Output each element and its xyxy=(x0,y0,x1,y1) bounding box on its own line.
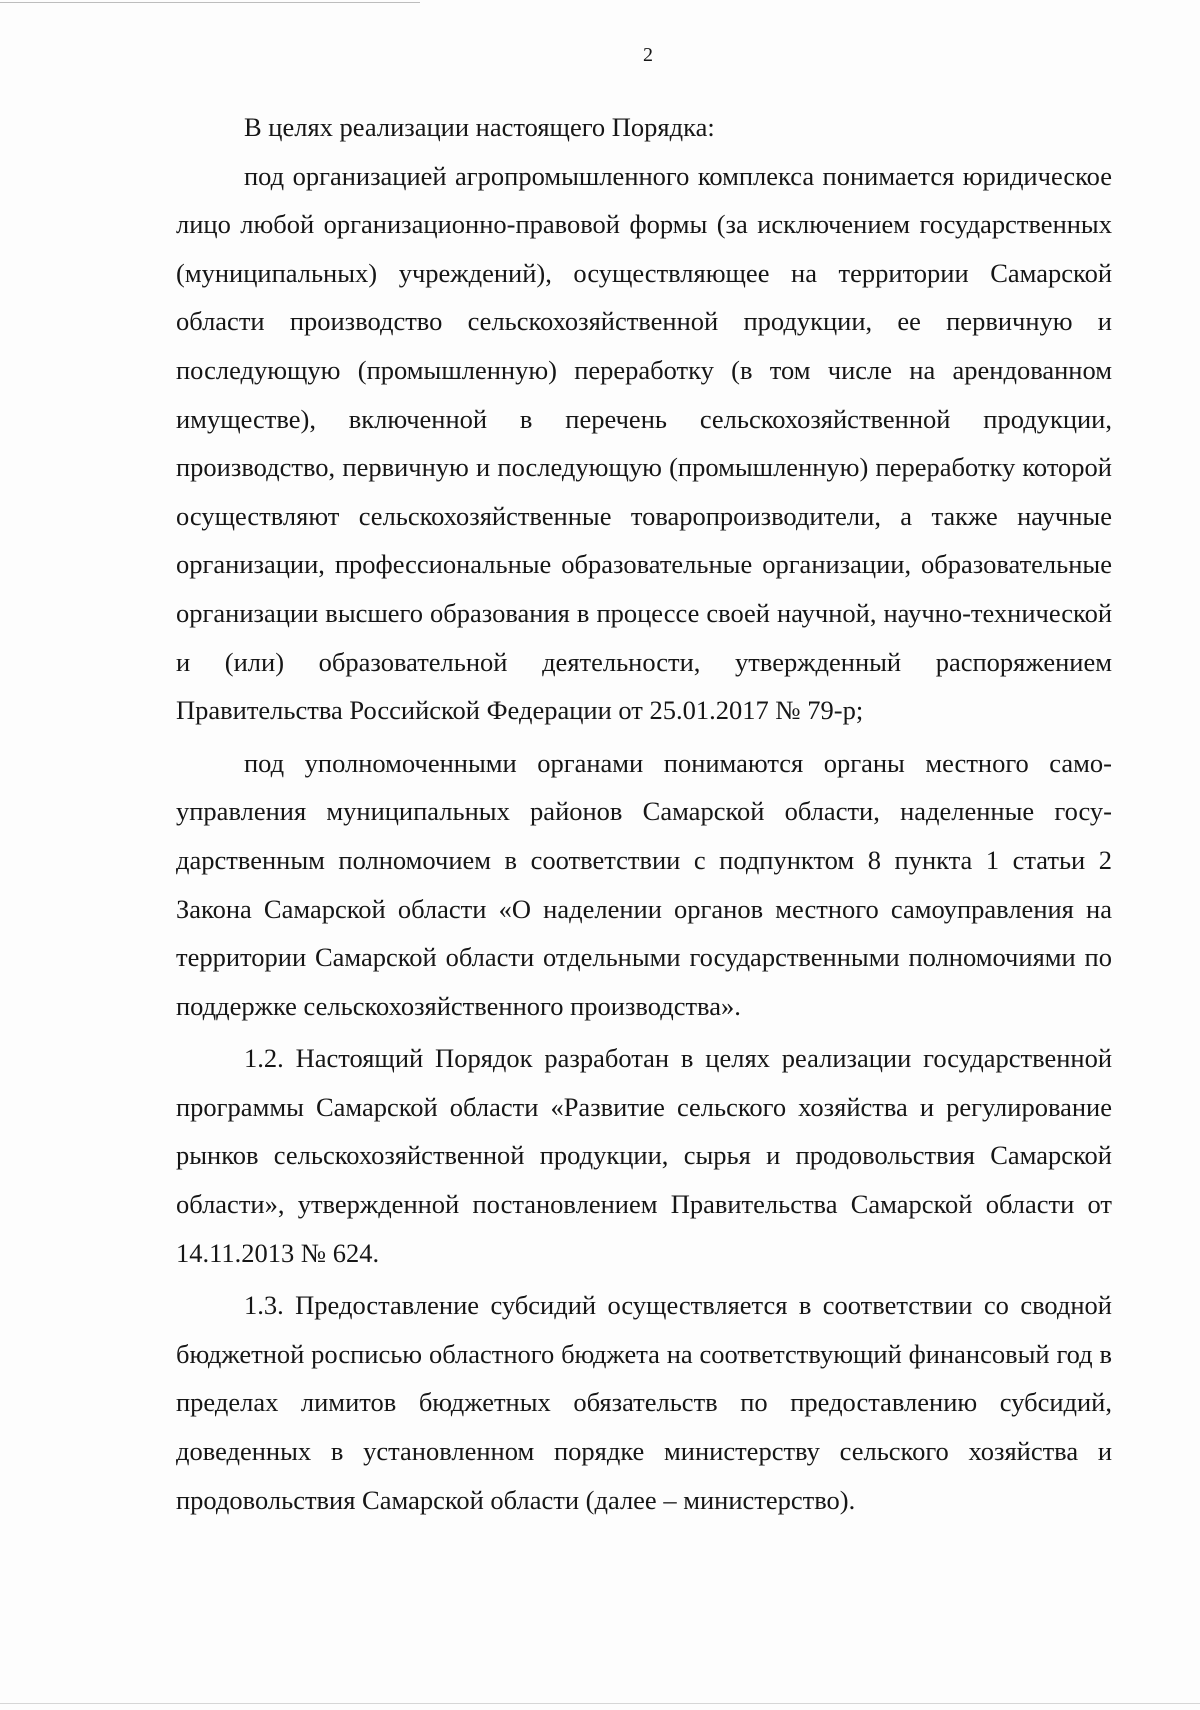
paragraph-1-3: 1.3. Предоставление субсидий осуществляется в соответствии со сводной бюджетной росписью областного бюджета на соответствующий финансовый год в пределах лимитов бюджетных обязательств по предоставлению субсидий, доведенных в установленном порядке министерству сельского хозяйства и продовольствия Самарской области (далее – министерство). xyxy=(176,1290,1112,1515)
paragraph-1-2: 1.2. Настоящий Порядок разработан в целях реализации государственной программы Самарской области «Развитие сельского хозяйства и регулирование рынков сельскохозяйственной продукции, сырья и продовольствия Самарской области», утвержденной постановлением Правительства Самарской области от 14.11.2013 № 624. xyxy=(176,1043,1112,1268)
document-body xyxy=(176,103,1112,1524)
scan-artifact-top xyxy=(0,2,420,3)
page-number: 2 xyxy=(643,44,653,66)
paragraph-intro: В целях реализации настоящего Порядка: xyxy=(244,112,715,142)
paragraph-authorized-bodies-definition: под уполномоченными органами понимаются органы местного самоуправления муниципальных районов Самарской области, наделенные государственным полномочием в соответствии с подпунктом 8 пункта 1 статьи 2 Закона Самарской области «О наделении органов местного самоуправления на территории Самарской области отдельными государственными полномочиями по поддержке сельскохозяйственного производства». xyxy=(176,747,1112,1021)
scan-artifact-bottom xyxy=(0,1703,1200,1704)
paragraph-agro-organization-definition: под организацией агропромышленного комплекса понимается юридическое лицо любой организационно-правовой формы (за исключением государственных (муниципальных) учреждений), осуществляющее на территории Самарской области производство сельскохозяйственной продукции, ее первичную и последующую (промышленную) переработку (в том числе на арендованном имуществе), включенной в перечень сельскохозяйственной продукции, производство, первичную и последующую (промышленную) переработку которой осуществляют сельскохозяйственные товаропроизводители, а также научные организации, профессиональные образовательные организации, образовательные организации высшего образования в процессе своей научной, научно-технической и (или) образовательной деятельности, утвержденный распоряжением Правительства Российской Федерации от 25.01.2017 № 79-р; xyxy=(176,160,1112,726)
